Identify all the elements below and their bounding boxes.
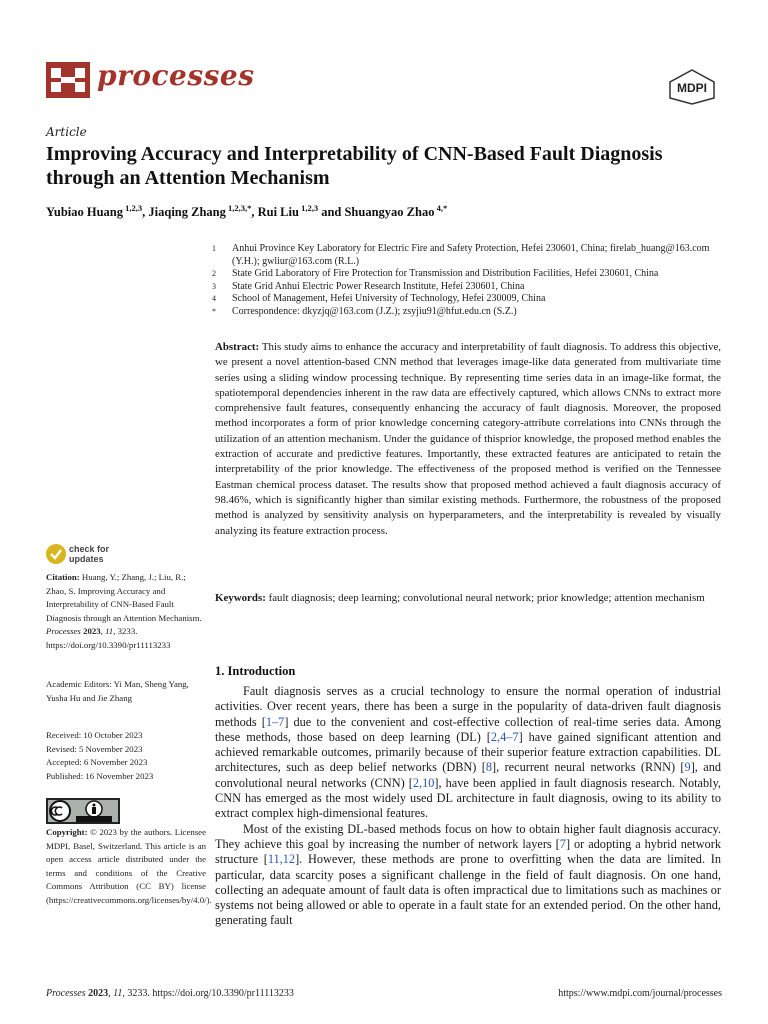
affiliation-text: State Grid Anhui Electric Power Research Institute, Hefei 230601, China — [232, 280, 525, 292]
author-affiliation-marker: 1,2,3 — [123, 203, 143, 213]
author-affiliation-marker: 1,2,3,* — [225, 203, 252, 213]
author-affiliation-marker: 4,* — [434, 203, 448, 213]
copyright-label: Copyright: — [46, 827, 88, 837]
published-date: Published: 16 November 2023 — [46, 770, 154, 781]
citation-ref[interactable]: 8 — [485, 760, 493, 775]
received-date: Received: 10 October 2023 — [46, 730, 143, 740]
revised-date: Revised: 5 November 2023 — [46, 743, 143, 754]
article-title: Improving Accuracy and Interpretability of CNN-Based Fault Diagnosis through an Attention Mechanism — [46, 143, 663, 189]
citation-label: Citation: — [46, 572, 80, 582]
citation-ref[interactable]: 9 — [684, 760, 691, 775]
citation-ref[interactable]: 11,12 — [267, 852, 296, 867]
paragraph-text: ], have been applied in fault diagnosis research. Notably, CNN has emerged as the most widely used DL architecture in fault diagnosis, owing to its ability to extract complex high-dimensional features. — [215, 775, 721, 821]
paragraph-text: Fault diagnosis serves as a crucial technology to ensure the normal operation of industrial activities. Over recent years, there has been a surge in the popularity of data-driven fault diagnosis methods [ — [215, 684, 721, 729]
affiliation-item — [212, 268, 732, 281]
affiliation-item — [212, 281, 732, 294]
paragraph-text: ] have gained significant attention and achieved remarkable outcomes, primarily because of their superior feature extraction capabilities. DL architectures, such as deep belief networks (DBN) [ — [215, 729, 721, 775]
author-name: Shuangyao Zhao — [344, 205, 435, 220]
citation-block: Citation: Huang, Y.; Zhang, J.; Liu, R.; Zhao, S. Improving Accuracy and Interpretability of CNN-Based Fault Diagnosis through an Attention Mechanism. Processes 2023, 11, 3233. https://doi.org/10.3390/pr11113233 — [46, 572, 202, 650]
check-for-updates-label[interactable]: check for updates — [69, 544, 110, 564]
affiliation-text: Correspondence: dkyzjq@163.com (J.Z.); zsyjiu91@hfut.edu.cn (S.Z.) — [232, 305, 517, 317]
paragraph-text: ] due to the convenient and cost-effective collection of real-time series data. Among these methods, those based on deep learning (DL) [ — [215, 714, 722, 744]
mdpi-logo-icon[interactable] — [666, 68, 718, 106]
paragraph-text: ], and convolutional neural networks (CNN) [ — [215, 760, 721, 790]
affiliation-number: 3 — [212, 281, 216, 291]
footer-journal-url[interactable]: https://www.mdpi.com/journal/processes — [558, 988, 722, 999]
paragraph-text: Most of the existing DL-based methods focus on how to obtain higher fault diagnosis accuracy. They achieve this goal by increasing the number of network layers [ — [215, 821, 721, 851]
academic-editors: Academic Editors: Yi Man, Sheng Yang, Yusha Hu and Jie Zhang — [46, 679, 189, 703]
abstract-label: Abstract: — [215, 341, 260, 353]
publisher-name: MDPI — [677, 81, 707, 95]
paragraph-text: ], recurrent neural networks (RNN) [ — [492, 760, 685, 775]
author-name: Yubiao Huang — [46, 205, 124, 220]
affiliation-number: 2 — [212, 269, 216, 278]
paragraph-text: ] or adopting a hybrid network structure [ — [215, 836, 721, 867]
affiliation-number: * — [212, 306, 216, 316]
journal-name[interactable]: processes — [97, 59, 255, 92]
introduction-body — [215, 684, 721, 929]
citation-text: Huang, Y.; Zhang, J.; Liu, R.; Zhao, S. Improving Accuracy and Interpretability of CNN-Based Fault Diagnosis through an Attention Mechanism. — [46, 572, 202, 623]
section-heading: 1. Introduction — [215, 664, 296, 678]
copyright-text: © 2023 by the authors. Licensee MDPI, Basel, Switzerland. This article is an open access article distributed under the terms and conditions of the Creative Commons Attribution (CC BY) license (https://creativecommons.org/licenses/by/4.0/). — [46, 827, 212, 905]
intro-paragraph-2 — [215, 822, 721, 929]
keywords-text: fault diagnosis; deep learning; convolutional neural network; prior knowledge; attention mechanism — [268, 592, 705, 604]
journal-logo-icon — [46, 62, 90, 98]
article-type: Article — [46, 125, 87, 139]
cc-by-license-icon[interactable] — [46, 798, 120, 824]
check-for-updates-icon[interactable] — [46, 543, 66, 565]
keywords-label: Keywords: — [215, 592, 266, 604]
citation-ref[interactable]: 7 — [559, 836, 566, 851]
citation-ref[interactable]: 1–7 — [265, 714, 285, 729]
dates-block — [46, 729, 206, 783]
intro-paragraph-1 — [215, 684, 721, 822]
author-affiliation-marker: 1,2,3 — [298, 203, 319, 213]
affiliation-text: School of Management, Hefei University of Technology, Hefei 230009, China — [232, 293, 546, 304]
footer-citation: Processes 2023, 11, 3233. https://doi.org/10.3390/pr11113233 — [46, 988, 294, 999]
author-name: Rui Liu — [257, 205, 299, 220]
affiliation-text: State Grid Laboratory of Fire Protection for Transmission and Distribution Facilities, Hefei 230601, China — [232, 268, 659, 279]
author-name: Jiaqing Zhang — [148, 205, 226, 220]
affiliation-item — [212, 293, 732, 306]
affiliation-item — [212, 306, 732, 319]
affiliations — [212, 243, 732, 318]
copyright-block — [46, 826, 212, 907]
keywords — [215, 591, 721, 606]
accepted-date: Accepted: 6 November 2023 — [46, 757, 148, 767]
citation-ref[interactable]: 2,4–7 — [490, 729, 519, 744]
affiliation-item — [212, 243, 732, 268]
abstract — [215, 340, 721, 539]
paragraph-text: ]. However, these methods are prone to overfitting when the data are limited. In particular, data scarcity poses a significant challenge in the field of fault diagnosis. On one hand, collecting an adequate amount of fault data is often impractical due to limitations such as machines or systems not being allowed or able to operate in a fault state for an extended period. On the other hand, generating fault — [215, 852, 721, 928]
author-list: Yubiao Huang $^{1,2,3}$, Jiaqing Zhang $^{1,2,3,*}$, Rui Liu $^{1,2,3}$ and Shuangyao Zhao $^{4,*}$ — [46, 203, 448, 220]
affiliation-number: 1 — [212, 244, 216, 253]
affiliation-number: 4 — [212, 294, 216, 303]
affiliation-text: Anhui Province Key Laboratory for Electric Fire and Safety Protection, Hefei 230601, China; firelab_huang@163.com (Y.H.); gwliur@163.com (R.L.) — [232, 243, 710, 267]
abstract-text: This study aims to enhance the accuracy and interpretability of fault diagnosis. To address this objective, we present a novel attention-based CNN method that leverages image-like data generated from multivariate time series using a sliding window processing technique. By representing time series data in an image-like format, the spatiotemporal dependencies inherent in the raw data are effectively captured, which allows CNNs to extract more comprehensive fault features, consequently enhancing the accuracy of fault diagnosis. Moreover, the proposed method incorporates a form of prior knowledge concerning category-attribute correlations into CNNs through the utilization of an attention mechanism. Under the guidance of thisprior knowledge, the proposed method enables the extraction of accurate and predictive features. Importantly, these extracted features are anticipated to retain the interpretability of the prior knowledge. The effectiveness of the proposed method is verified on the Tennessee Eastman chemical process dataset. The results show that proposed method achieved a fault diagnosis accuracy of 98.46%, which is significantly higher than similar existing methods. Furthermore, the robustness of the proposed method is analyzed by sensitivity analysis on hyperparameters, and the interpretability is revealed by visually analyzing its feature extraction process. — [215, 341, 721, 537]
citation-ref[interactable]: 2,10 — [412, 775, 435, 790]
